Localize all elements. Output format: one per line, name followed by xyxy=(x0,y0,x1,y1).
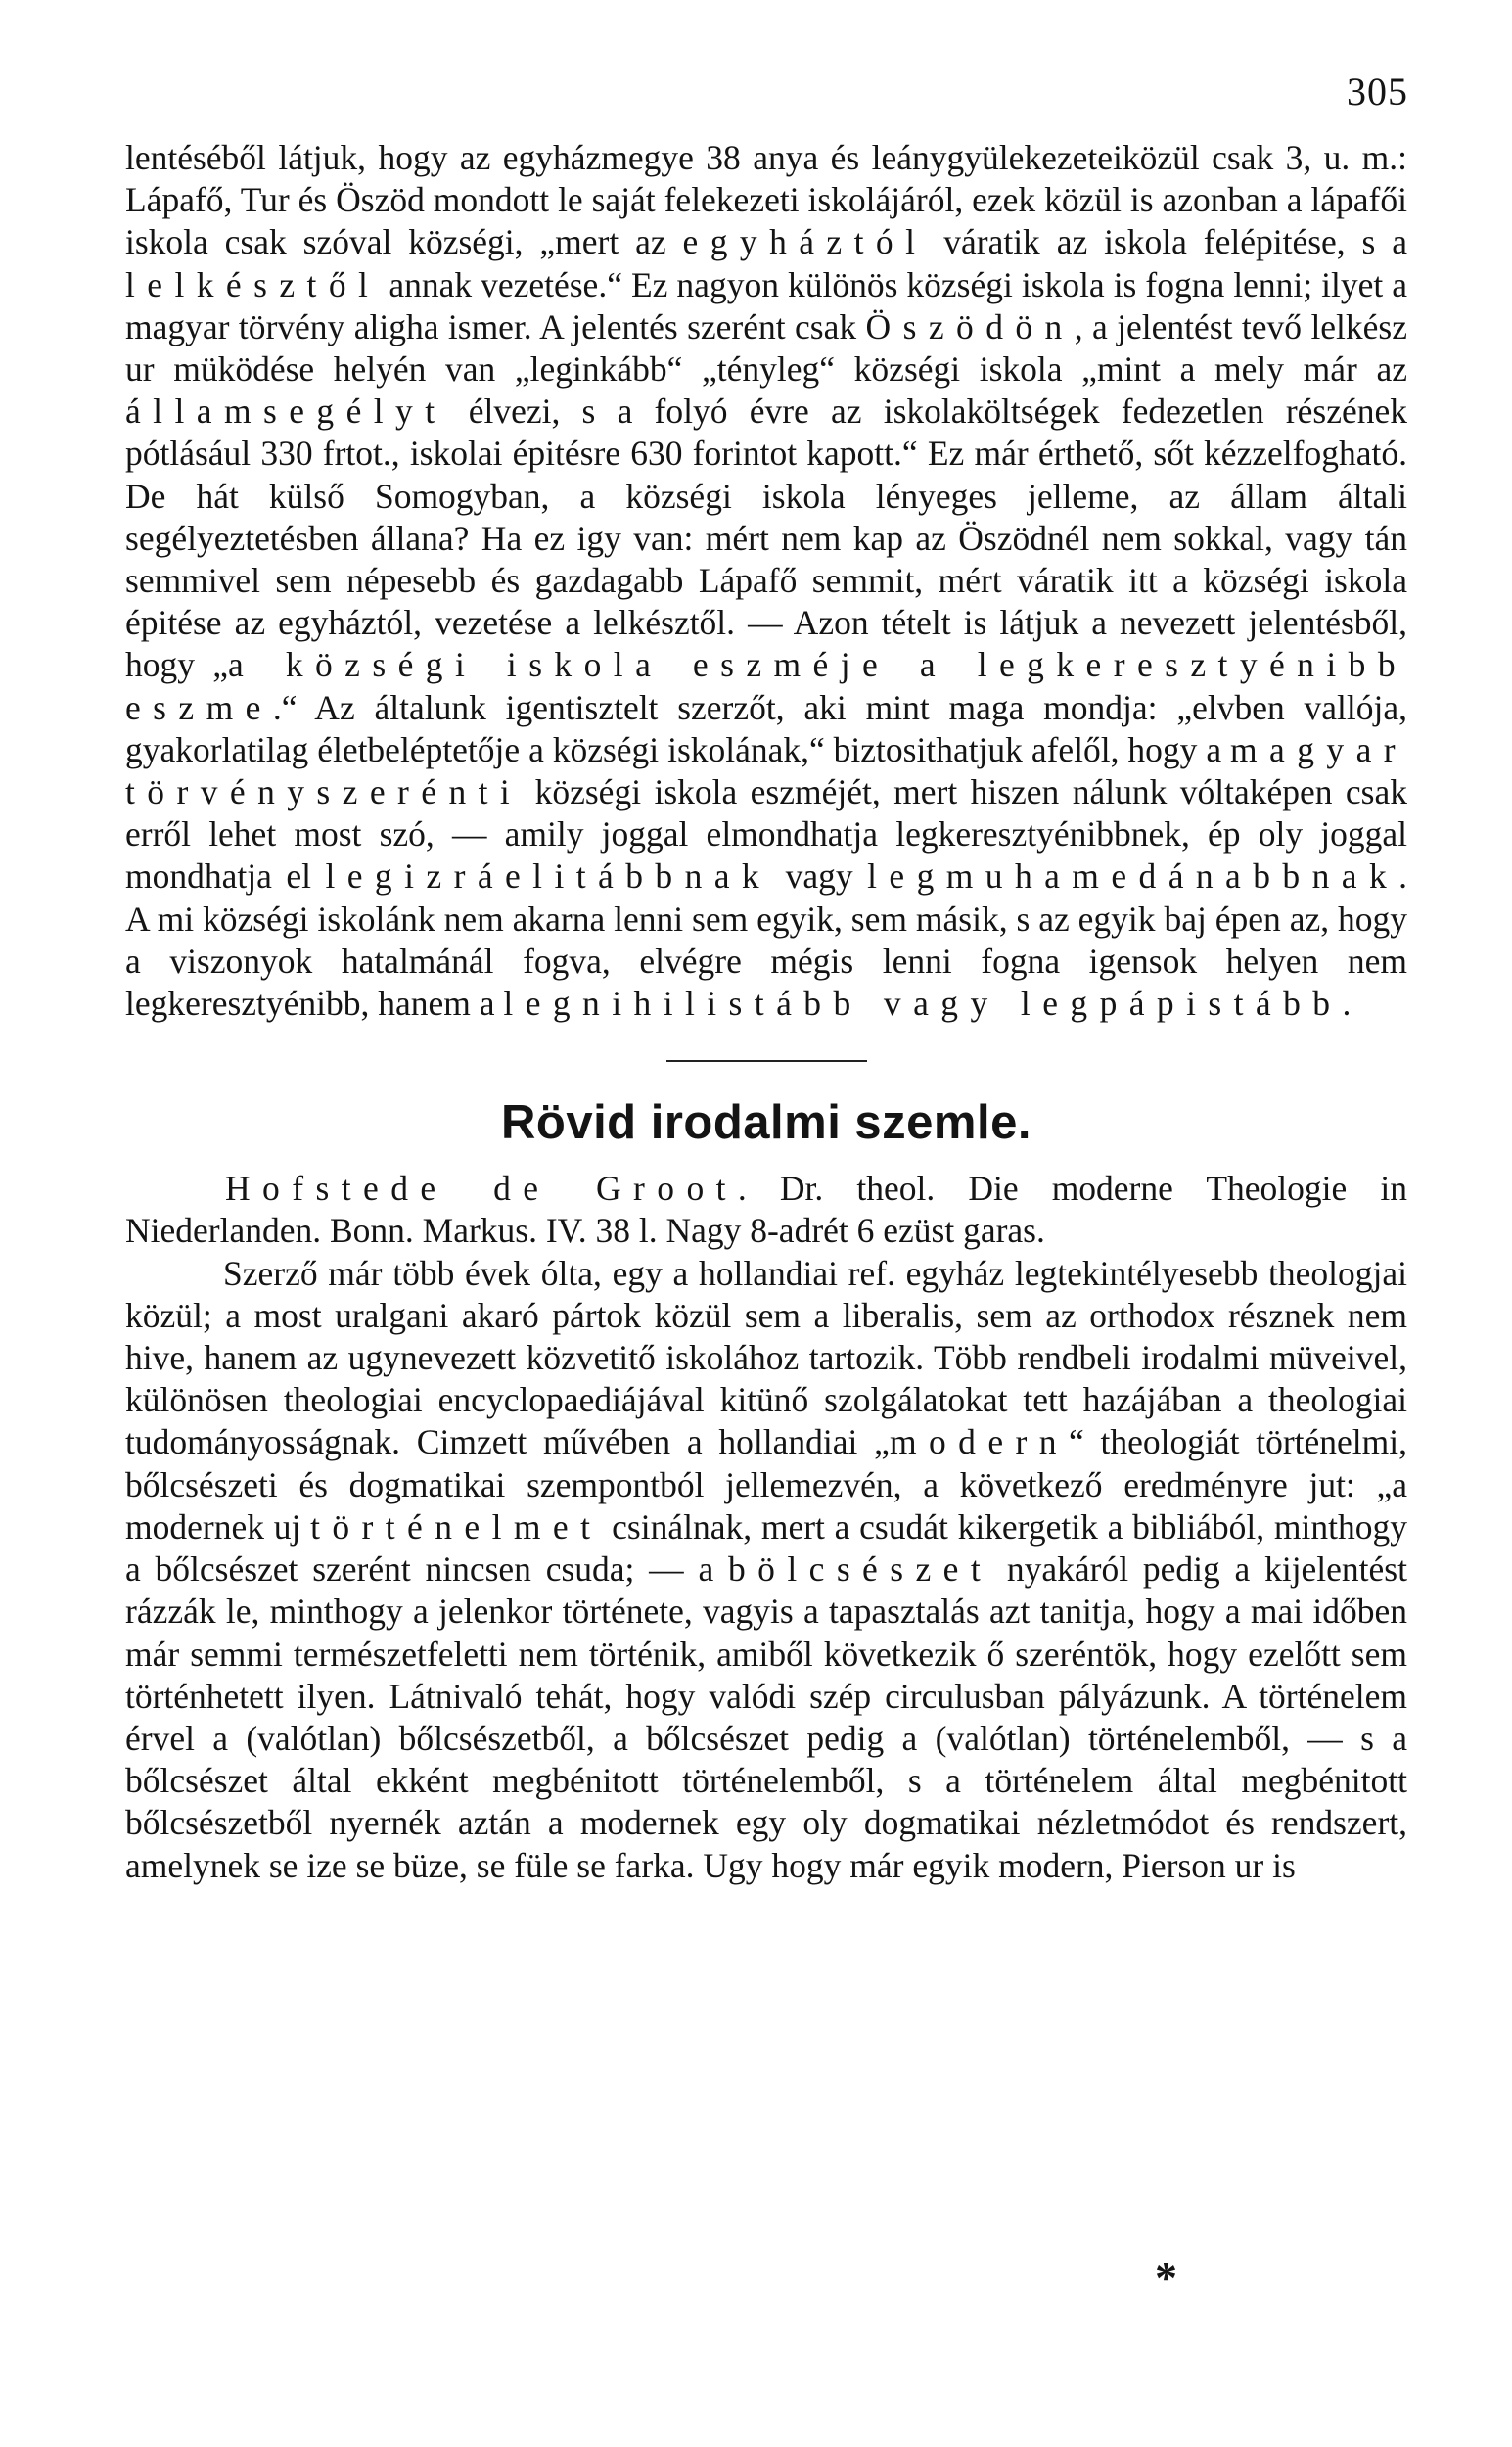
spaced-emphasis: Hofstede de Groot xyxy=(225,1169,738,1209)
spaced-emphasis: lelkésztől xyxy=(125,264,381,304)
text-run: nyakáról pedig a kijelentést rázzák le, minthogy a jelenkor története, vagyis a tapasztalás azt tanitja, hogy a mai időben már semmi természetfeletti nem történik, amiből következik ő szeréntök, hogy ezelőtt sem történhetett ilyen. Látnivaló tehát, hogy valódi szép circulusban pályázunk. A történelem érvel a (valótlan) bőlcsészetből, a bőlcsészet pedig a (valótlan) történelemből, — s a bőlcsészet által ekként megbénitott történelemből, s a történelem által megbénitott bőlcsészetből nyernék aztán a modernek egy oly dogmatikai nézletmódot és rendszert, amelynek se ize se büze, se füle se farka. Ugy hogy már egyik modern, Pierson ur is xyxy=(125,1549,1407,1885)
text-run: . xyxy=(1342,984,1352,1024)
text-run: . A mi községi iskolánk nem akarna lenni sem egyik, sem másik, s az egyik baj épen az, hogy a viszonyok hatalmánál fogva, elvégre mégis lenni fogna igensok helyen nem legkeresztyénibb, hanem a xyxy=(125,856,1407,1024)
signature-mark: * xyxy=(1155,2252,1177,2302)
page-number: 305 xyxy=(1347,69,1408,114)
text-column xyxy=(125,137,1407,1887)
text-run: “ theologiát történelmi, bőlcsészeti és dogmatikai szempontból jellemezvén, a következő eredményre jut: „a modernek uj xyxy=(125,1422,1408,1547)
section-divider xyxy=(666,1060,867,1062)
spaced-emphasis: Öszödön xyxy=(865,306,1075,346)
text-run: vagy xyxy=(771,856,868,897)
spaced-emphasis: legmuhamedánabbnak xyxy=(867,856,1399,897)
text-run: . Dr. theol. Die moderne Theologie in Niederlanden. Bonn. Markus. IV. 38 l. Nagy 8-adrét 6 ezüst garas. xyxy=(125,1169,1407,1251)
review-citation xyxy=(125,1168,1407,1252)
spaced-emphasis: modern xyxy=(889,1422,1069,1462)
spaced-emphasis: történelmet xyxy=(310,1506,603,1547)
spaced-emphasis: legnihilistább vagy legpápistább xyxy=(503,984,1343,1024)
spaced-emphasis: a községi iskola eszméje a legkeresztyénibb eszme xyxy=(125,645,1407,727)
review-body xyxy=(125,1253,1407,1887)
spaced-emphasis: bölcsészet xyxy=(728,1549,993,1590)
text-run: Szerző már több évek ólta, egy a hollandiai ref. egyház legtekintélyesebb theologjai közül; a most uralgani akaró pártok közül sem a liberalis, sem az orthodox résznek nem hive, hanem az ugynevezett közvetitő iskolához tartozik. Több rendbeli irodalmi müveivel, különösen theologiai encyclopaediájával kitünő szolgálatokat tett hazájában a theologiai tudományosságnak. Cimzett művében a hollandiai „ xyxy=(125,1253,1407,1462)
continuation-paragraph xyxy=(125,137,1407,1025)
spaced-emphasis: egyháztól xyxy=(682,222,928,262)
book-review xyxy=(125,1168,1407,1886)
text-run: élvezi, s a folyó évre az iskolaköltségek fedezetlen részének pótlásául 330 frtot., iskolai épitésre 630 forintot kapott.“ Ez már érthető, sőt kézzelfogható. De hát külső Somogyban, a községi iskola lényeges jelleme, az állam általi segélyeztetésben állana? Ha ez igy van: mért nem kap az Öszödnél nem sokkal, vagy tán semmivel sem népesebb és gazdagabb Lápafő semmit, mért váratik itt a községi iskola épitése az egyháztól, vezetése a lelkésztől. — Azon tételt is látjuk a nevezett jelentésből, hogy „ xyxy=(125,392,1407,685)
text-run: .“ Az általunk igentisztelt szerzőt, aki mint maga mondja: „elvben vallója, gyakorlatilag életbeléptetője a községi iskolának,“ biztosithatjuk afelől, hogy a xyxy=(125,687,1407,769)
text-run: lentéséből látjuk, hogy az egyházmegye 38 anya és leánygyülekezeteiközül csak 3, u. m.: Lápafő, Tur és Öszöd mondott le saját felekezeti iskolájáról, ezek közül is azonban a lápafői iskola csak szóval községi, „mert az xyxy=(125,138,1407,262)
text-run: községi iskola eszméjét, mert hiszen nálunk vóltaképen csak erről lehet most szó, — amily joggal elmondhatja legkeresztyénibbnek, ép oly joggal mondhatja el xyxy=(125,772,1407,897)
section-title: Rövid irodalmi szemle. xyxy=(501,1096,1031,1150)
text-run: csinálnak, mert a csudát kikergetik a bibliából, minthogy a bőlcsészet szerént nincsen csuda; — a xyxy=(125,1506,1408,1590)
spaced-emphasis: magyar törvényszerénti xyxy=(125,729,1407,812)
spaced-emphasis: államsegélyt xyxy=(125,392,447,432)
spaced-emphasis: legizráelitábbnak xyxy=(325,856,772,897)
text-run: , a jelentést tevő lelkész ur müködése helyén van „leginkább“ „tényleg“ községi iskola „mint a mely már az xyxy=(125,306,1408,390)
text-run: annak vezetése.“ Ez nagyon különös községi iskola is fogna lenni; ilyet a magyar törvény aligha ismer. A jelentés szerént csak xyxy=(125,264,1407,346)
text-run: váratik az iskola felépitése, s a xyxy=(927,222,1407,262)
